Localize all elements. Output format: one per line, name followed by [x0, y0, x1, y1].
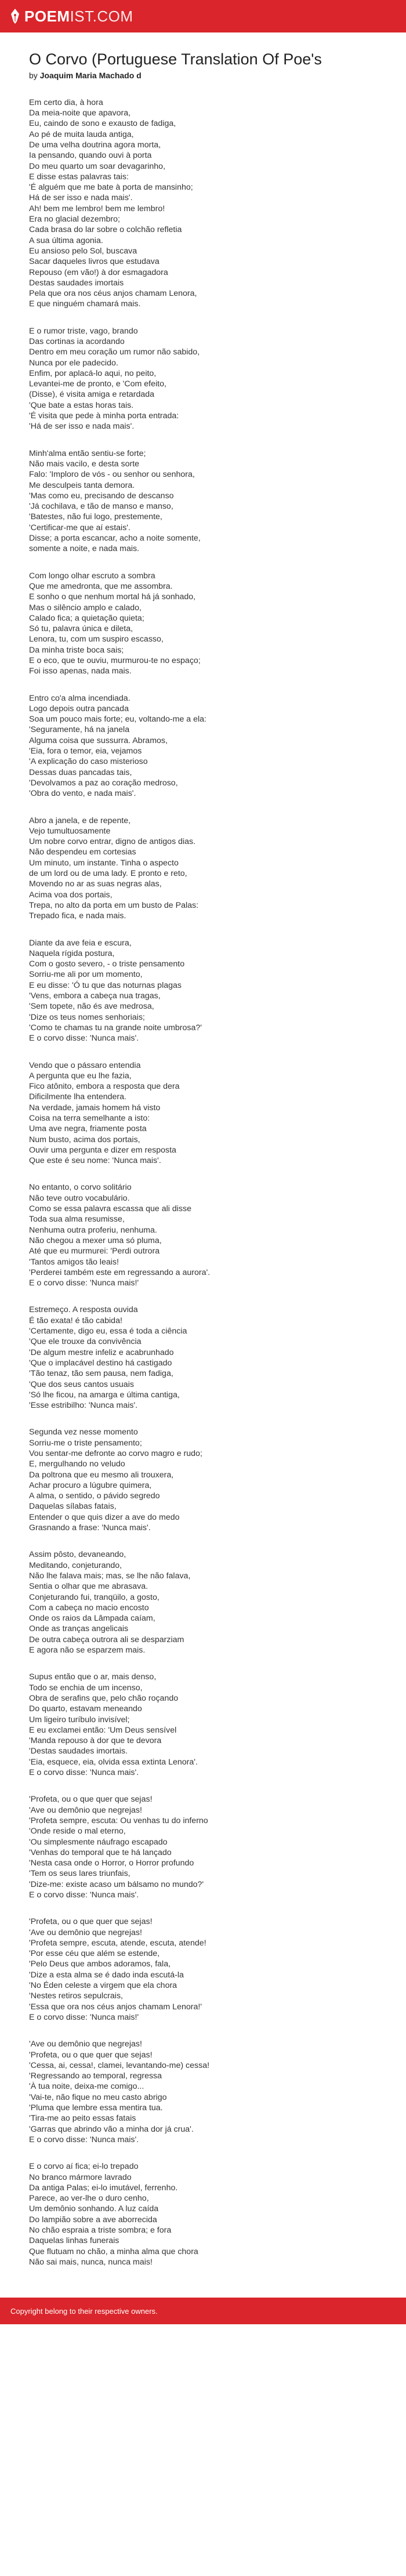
logo-sub-text: IST.COM	[70, 7, 133, 25]
poem-line: 'É alguém que me bate à porta de mansinho;	[29, 183, 193, 193]
poem-line: Era no glacial dezembro;	[29, 215, 120, 224]
poem-line: Um nobre corvo entrar, digno de antigos dias.	[29, 837, 196, 847]
poem-line: 'Profeta, ou o que quer que sejas!	[29, 2050, 153, 2060]
poem-line: E que ninguém chamará mais.	[29, 299, 141, 309]
poem-line: Calado fica; a quietação quieta;	[29, 613, 144, 623]
poem-line: 'À tua noite, deixa-me comigo...	[29, 2082, 144, 2092]
poem-line: 'Ave ou demônio que negrejas!	[29, 1805, 142, 1815]
poem-line: E sonho o que nenhum mortal há já sonhado,	[29, 592, 196, 602]
poem-line: 'Eia, fora o temor, eia, vejamos	[29, 747, 142, 756]
poem-line: 'Por esse céu que além se estende,	[29, 1949, 160, 1959]
poem-line: E disse estas palavras tais:	[29, 172, 129, 182]
poem-line: De outra cabeça outrora ali se desparziam	[29, 1635, 184, 1644]
poem-line: Daquelas sílabas fatais,	[29, 1502, 117, 1512]
poem-line: somente a noite, e nada mais.	[29, 544, 140, 554]
poem-line: 'Há de ser isso e nada mais'.	[29, 422, 135, 432]
poem-line: E o corvo aí fica; ei-lo trepado	[29, 2162, 139, 2172]
poem-stanza	[29, 326, 377, 432]
poem-line: 'Garras que abrindo vão a minha dor já crua'.	[29, 2124, 194, 2134]
poem-line: Estremeço. A resposta ouvida	[29, 1305, 138, 1315]
poem-line: Dificilmente lha entendera.	[29, 1092, 126, 1102]
poem-line: 'No Éden celeste a virgem que ela chora	[29, 1981, 177, 1991]
poem-line: Da minha triste boca sais;	[29, 645, 124, 655]
poem-line: 'Seguramente, há na janela	[29, 725, 130, 735]
poem-line: 'Vai-te, não fique no meu casto abrigo	[29, 2092, 167, 2102]
poem-line: Disse; a porta escancar, acho a noite somente,	[29, 534, 201, 544]
poem-line: E, mergulhando no veludo	[29, 1459, 125, 1469]
poem-line: Destas saudades imortais	[29, 278, 124, 288]
poem-stanza	[29, 1794, 377, 1900]
poem-line: 'Dize os teus nomes senhoriais;	[29, 1012, 145, 1022]
poem-line: Acima voa dos portais,	[29, 890, 113, 900]
poem-line: Meditando, conjeturando,	[29, 1560, 122, 1570]
poem-line: A pergunta que eu lhe fazia,	[29, 1071, 132, 1081]
poem-line: 'Perderei também este em regressando a aurora'.	[29, 1267, 211, 1277]
poem-line: 'Batestes, não fui logo, prestemente,	[29, 512, 162, 522]
poem-line: 'Ou simplesmente náufrago escapado	[29, 1837, 168, 1847]
poem-line: Todo se enchia de um incenso,	[29, 1683, 143, 1693]
poem-line: 'Venhas do temporal que te há lançado	[29, 1847, 172, 1857]
poem-line: E o corvo disse: 'Nunca mais'.	[29, 1890, 139, 1900]
poem-line: A sua última agonia.	[29, 236, 103, 245]
poem-line: 'Mas como eu, precisando de descanso	[29, 491, 174, 501]
poem-line: Vejo tumultuosamente	[29, 826, 111, 836]
poem-line: Falo: 'Imploro de vós - ou senhor ou senhora,	[29, 470, 195, 480]
poem-line: E o corvo disse: 'Nunca mais'.	[29, 1034, 139, 1044]
poem-stanza	[29, 571, 377, 677]
poem-line: E eu disse: 'Ó tu que das noturnas plagas	[29, 980, 182, 990]
poem-line: Num busto, acima dos portais,	[29, 1135, 140, 1144]
poem-line: 'Pluma que lembre essa mentira tua.	[29, 2103, 163, 2113]
poem-line: 'Dize a esta alma se é dado inda escutá-la	[29, 1970, 184, 1980]
poem-line: 'Que bate a estas horas tais.	[29, 400, 134, 410]
poem-line: 'Dize-me: existe acaso um bálsamo no mundo?'	[29, 1879, 204, 1889]
poem-line: 'Que o implacável destino há castigado	[29, 1358, 172, 1368]
poem-line: No chão espraia a triste sombra; e fora	[29, 2226, 172, 2235]
poem-line: Um ligeiro turíbulo invisível;	[29, 1715, 130, 1724]
poem-line: Do meu quarto um soar devagarinho,	[29, 161, 166, 171]
poem-line: Coisa na terra semelhante a isto:	[29, 1113, 150, 1123]
poem-line: 'Nesta casa onde o Horror, o Horror profundo	[29, 1858, 194, 1868]
site-footer	[0, 2298, 406, 2324]
poem-line: Segunda vez nesse momento	[29, 1428, 138, 1437]
poem-line: 'De algum mestre infeliz e acabrunhado	[29, 1347, 174, 1357]
poem-line: 'Nestes retiros sepulcrais,	[29, 1991, 123, 2001]
poem-line: De uma velha doutrina agora morta,	[29, 140, 161, 150]
poem-line: Entender o que quis dizer a ave do medo	[29, 1512, 180, 1522]
poem-line: E o corvo disse: 'Nunca mais'.	[29, 2135, 139, 2144]
poem-line: Pela que ora nos céus anjos chamam Lenora,	[29, 289, 197, 299]
poem-line: 'Profeta, ou o que quer que sejas!	[29, 1795, 153, 1805]
poem-line: E o rumor triste, vago, brando	[29, 326, 138, 336]
poem-line: Cada brasa do lar sobre o colchão refletia	[29, 225, 182, 235]
poem-line: (Disse), é visita amiga e retardada	[29, 390, 155, 400]
poem-line: Do lampião sobre a ave aborrecida	[29, 2215, 157, 2224]
poem-stanza	[29, 1060, 377, 1166]
poem-line: Achar procuro a lúgubre quimera,	[29, 1480, 152, 1490]
poem-line: Dessas duas pancadas tais,	[29, 767, 132, 777]
poem-stanza	[29, 448, 377, 555]
poem-line: Supus então que o ar, mais denso,	[29, 1672, 157, 1682]
poem-line: 'Profeta sempre, escuta: Ou venhas tu do inferno	[29, 1816, 208, 1825]
poem-line: Da antiga Palas; ei-lo imutável, ferrenho.	[29, 2183, 178, 2193]
poem-byline	[29, 71, 377, 80]
poem-line: 'Essa que ora nos céus anjos chamam Lenora!'	[29, 2002, 202, 2012]
poem-line: Que este é seu nome: 'Nunca mais'.	[29, 1156, 161, 1166]
poem-line: Com o gosto severo, - o triste pensamento	[29, 959, 185, 969]
poem-line: Em certo dia, à hora	[29, 97, 103, 107]
poem-line: Um demônio sonhando. A luz caída	[29, 2204, 159, 2214]
poem-line: 'Ave ou demônio que negrejas!	[29, 2039, 142, 2049]
poem-line: Onde as tranças angelicais	[29, 1624, 129, 1634]
poem-line: Fico atônito, embora a resposta que dera	[29, 1082, 180, 1092]
poem-line: 'Certificar-me que aí estais'.	[29, 523, 130, 532]
poem-line: 'Sem topete, não és ave medrosa,	[29, 1002, 154, 1012]
poem-line: 'Esse estribilho: 'Nunca mais'.	[29, 1401, 138, 1411]
poem-line: Ah! bem me lembro! bem me lembro!	[29, 204, 165, 213]
poem-line: Na verdade, jamais homem há visto	[29, 1103, 161, 1113]
poem-line: Até que eu murmurei: 'Perdi outrora	[29, 1247, 160, 1256]
logo-main-text: POEM	[24, 7, 70, 25]
poem-line: Não sai mais, nunca, nunca mais!	[29, 2257, 153, 2267]
poem-stanza	[29, 1916, 377, 2023]
poem-line: Das cortinas ia acordando	[29, 336, 125, 346]
byline-prefix: by	[29, 70, 38, 80]
poem-line: Ia pensando, quando ouvi à porta	[29, 151, 152, 161]
poem-stanza	[29, 1672, 377, 1778]
poem-line: 'Manda repouso à dor que te devora	[29, 1736, 162, 1746]
site-header	[0, 0, 406, 32]
poem-line: de um lord ou de uma lady. E pronto e reto,	[29, 869, 187, 879]
poem-line: Parece, ao ver-lhe o duro cenho,	[29, 2194, 149, 2204]
poem-line: Enfim, por aplacá-lo aqui, no peito,	[29, 368, 157, 378]
poem-line: Que flutuam no chão, a minha alma que chora	[29, 2247, 198, 2256]
poem-line: Da meia-noite que apavora,	[29, 108, 131, 118]
poem-line: 'Eia, esquece, eia, olvida essa extinta Lenora'.	[29, 1757, 198, 1767]
poem-line: Diante da ave feia e escura,	[29, 938, 132, 948]
poem-line: 'Tira-me ao peito essas fatais	[29, 2114, 136, 2124]
poem-line: Alguma coisa que sussurra. Abramos,	[29, 736, 168, 745]
poem-line: Vou sentar-me defronte ao corvo magro e rudo;	[29, 1449, 202, 1458]
poem-line: Levantei-me de pronto, e 'Com efeito,	[29, 379, 166, 389]
poem-line: 'Devolvamos a paz ao coração medroso,	[29, 778, 178, 788]
poem-line: 'Tão tenaz, tão sem pausa, nem fadiga,	[29, 1369, 173, 1379]
poem-line: Trepado fica, e nada mais.	[29, 911, 126, 921]
poem-line: 'Ave ou demônio que negrejas!	[29, 1928, 142, 1937]
poem-title: O Corvo (Portuguese Translation Of Poe's	[29, 50, 322, 68]
copyright-text: Copyright belong to their respective owners.	[10, 2306, 158, 2316]
poem-line: 'Profeta, ou o que quer que sejas!	[29, 1917, 153, 1927]
poem-line: 'Que ele trouxe da convivência	[29, 1337, 142, 1347]
poem-content	[0, 32, 406, 2298]
poem-line: Com longo olhar escruto a sombra	[29, 571, 155, 581]
poem-line: 'Tem os seus lares triunfais,	[29, 1869, 130, 1879]
pen-nib-icon	[10, 9, 20, 24]
poem-line: Não despendeu em cortesias	[29, 847, 136, 857]
poem-line: Foi isso apenas, nada mais.	[29, 666, 132, 676]
poem-line: Daquelas linhas funerais	[29, 2236, 119, 2246]
poem-line: Trepa, no alto da porta em um busto de Palas:	[29, 900, 199, 910]
poem-line: Dentro em meu coração um rumor não sabido,	[29, 347, 200, 357]
poem-line: Obra de serafins que, pelo chão roçando	[29, 1693, 179, 1703]
poem-stanza	[29, 1182, 377, 1288]
poem-stanza	[29, 693, 377, 799]
poem-line: 'Como te chamas tu na grande noite umbrosa?'	[29, 1023, 202, 1032]
poem-line: Sacar daqueles livros que estudava	[29, 257, 160, 267]
site-logo[interactable]	[10, 8, 133, 26]
poem-line: Movendo no ar as suas negras alas,	[29, 879, 162, 889]
poem-line: Grasnando a frase: 'Nunca mais'.	[29, 1523, 151, 1533]
poem-line: Não mais vacilo, e desta sorte	[29, 459, 140, 469]
poem-line: Naquela rígida postura,	[29, 948, 115, 958]
poem-stanza	[29, 97, 377, 310]
poem-line: Entro co'a alma incendiada.	[29, 693, 130, 703]
poem-stanza	[29, 1549, 377, 1655]
poem-line: Um minuto, um instante. Tinha o aspecto	[29, 858, 179, 868]
poem-line: 'Só lhe ficou, na amarga e última cantiga,	[29, 1390, 180, 1400]
poem-line: Sorriu-me o triste pensamento;	[29, 1438, 142, 1448]
poem-stanza	[29, 2161, 377, 2267]
poem-line: 'Tantos amigos tão leais!	[29, 1257, 119, 1267]
poem-line: 'Obra do vento, e nada mais'.	[29, 789, 136, 799]
poem-line: Eu ansioso pelo Sol, buscava	[29, 246, 137, 256]
poem-line: Não teve outro vocabulário.	[29, 1193, 130, 1203]
poem-line: Conjeturando fui, tranqüilo, a gosto,	[29, 1592, 160, 1602]
poem-line: E o corvo disse: 'Nunca mais!'	[29, 2012, 139, 2022]
poem-line: 'Pelo Deus que ambos adoramos, fala,	[29, 1959, 171, 1969]
poem-line: E agora não se esparzem mais.	[29, 1646, 146, 1655]
poem-line: Vendo que o pássaro entendia	[29, 1060, 141, 1070]
poem-line: Do quarto, estavam meneando	[29, 1704, 142, 1714]
poem-line: 'Cessa, ai, cessa!, clamei, levantando-me) cessa!	[29, 2060, 210, 2070]
poem-line: 'A explicação do caso misterioso	[29, 757, 148, 767]
poem-line: Abro a janela, e de repente,	[29, 816, 131, 825]
poem-line: 'Que dos seus cantos usuais	[29, 1379, 134, 1389]
poem-line: Da poltrona que eu mesmo ali trouxera,	[29, 1470, 174, 1480]
poem-line: Nenhuma outra proferiu, nenhuma.	[29, 1225, 157, 1235]
poem-line: Ouvir uma pergunta e dizer em resposta	[29, 1145, 176, 1155]
poem-line: Só tu, palavra única e dileta,	[29, 624, 133, 634]
poem-line: 'Vens, embora a cabeça nua tragas,	[29, 991, 161, 1001]
poem-line: Sorriu-me ali por um momento,	[29, 970, 143, 980]
poem-line: Uma ave negra, friamente posta	[29, 1124, 147, 1134]
poem-line: A alma, o sentido, o pávido segredo	[29, 1491, 160, 1501]
poem-stanza	[29, 1427, 377, 1533]
poem-line: E o corvo disse: 'Nunca mais'.	[29, 1768, 139, 1778]
poem-stanza	[29, 2039, 377, 2145]
poem-line: No entanto, o corvo solitário	[29, 1183, 132, 1193]
poem-line: E eu exclamei então: 'Um Deus sensível	[29, 1725, 177, 1735]
poem-line: 'Regressando ao temporal, regressa	[29, 2071, 162, 2081]
poem-line: 'É visita que pede à minha porta entrada:	[29, 411, 179, 421]
poem-stanza	[29, 1305, 377, 1411]
poem-line: Há de ser isso e nada mais'.	[29, 193, 133, 203]
poem-line: 'Já cochilava, e tão de manso e manso,	[29, 502, 173, 512]
poem-stanza	[29, 816, 377, 922]
poem-line: Ao pé de muita lauda antiga,	[29, 129, 134, 139]
poem-line: Não lhe falava mais; mas, se lhe não falava,	[29, 1571, 191, 1581]
poem-line: É tão exata! é tão cabida!	[29, 1316, 122, 1325]
poem-line: Minh'alma então sentiu-se forte;	[29, 448, 146, 458]
poem-line: Toda sua alma resumisse,	[29, 1215, 125, 1224]
poem-line: Mas o silêncio amplo e calado,	[29, 603, 142, 613]
poem-line: Onde os raios da Lâmpada caíam,	[29, 1614, 155, 1624]
poem-line: No branco mármore lavrado	[29, 2172, 132, 2182]
poem-line: Repouso (em vão!) à dor esmagadora	[29, 267, 168, 277]
poem-line: E o eco, que te ouviu, murmurou-te no espaço;	[29, 656, 201, 665]
poem-line: Logo depois outra pancada	[29, 704, 129, 713]
poem-line: Eu, caindo de sono e exausto de fadiga,	[29, 119, 176, 129]
poem-line: Não chegou a mexer uma só pluma,	[29, 1236, 162, 1245]
poem-line: E o corvo disse: 'Nunca mais!'	[29, 1278, 139, 1288]
poem-line: 'Destas saudades imortais.	[29, 1747, 128, 1756]
poem-line: Com a cabeça no macio encosto	[29, 1603, 149, 1613]
poem-line: Sentia o olhar que me abrasava.	[29, 1582, 148, 1592]
poem-line: 'Onde reside o mal eterno,	[29, 1827, 126, 1836]
poem-line: Como se essa palavra escassa que ali disse	[29, 1204, 191, 1214]
poem-stanza	[29, 938, 377, 1044]
poem-line: Que me amedronta, que me assombra.	[29, 581, 173, 591]
poem-body	[29, 97, 377, 2267]
poem-line: 'Profeta sempre, escuta, atende, escuta, atende!	[29, 1938, 206, 1948]
poem-line: Nunca por ele padecido.	[29, 358, 118, 368]
poem-line: Lenora, tu, com um suspiro escasso,	[29, 635, 164, 644]
poem-line: 'Certamente, digo eu, essa é toda a ciência	[29, 1327, 187, 1336]
poem-line: Assim pôsto, devaneando,	[29, 1550, 126, 1560]
poem-line: Me desculpeis tanta demora.	[29, 480, 135, 490]
poem-line: Soa um pouco mais forte; eu, voltando-me a ela:	[29, 715, 206, 724]
author-link[interactable]: Joaquim Maria Machado d	[39, 70, 142, 80]
